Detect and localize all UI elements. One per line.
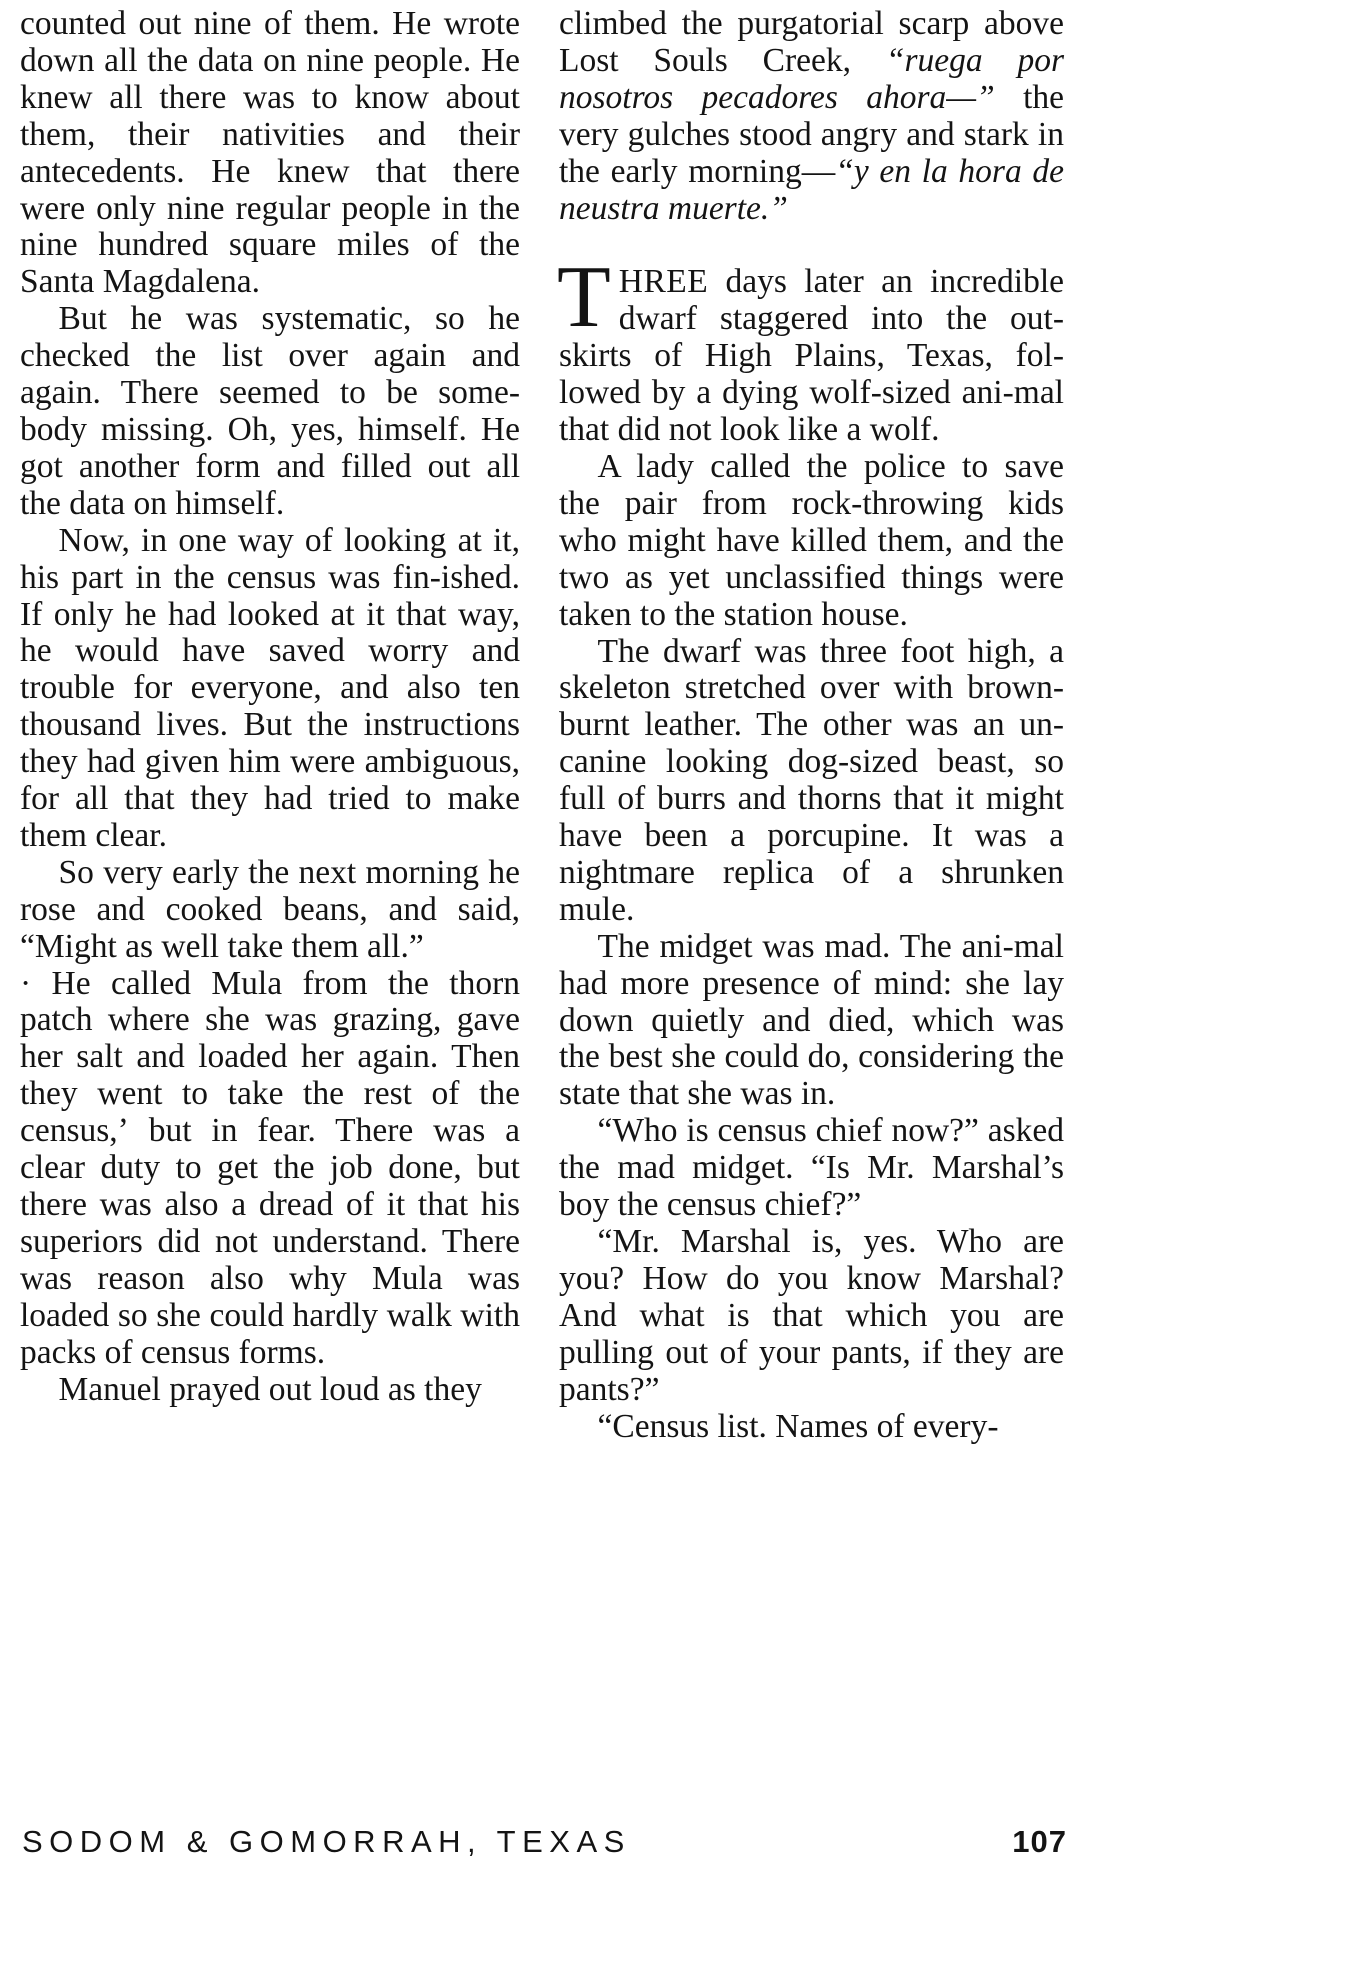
- opening-text-mid: the very gulches stood angry and stark in the early morning—: [559, 78, 1064, 190]
- section-start-text: days later an incredible dwarf staggered into the out-skirts of High Plains, Texas, fol-lowed by a dying wolf-sized ani-mal that did not look like a wolf.: [559, 263, 1064, 449]
- section-start-paragraph: [557, 249, 1064, 449]
- opening-text: climbed the purgatorial scarp above Lost Souls Creek,: [559, 5, 1064, 79]
- paragraph: counted out nine of them. He wrote down all the data on nine people. He knew all there was to know about them, their nativities and their antecedents. He knew that there were only nine regular people in the nine hundred square miles of the Santa Magdalena.: [20, 5, 520, 301]
- paragraph: “Mr. Marshal is, yes. Who are you? How do you know Marshal? And what is that which you are pulling out of your pants, if they are pants?”: [559, 1223, 1064, 1408]
- right-column: [559, 6, 1064, 1445]
- latin-prayer-2: “y en la hora de neustra muerte.”: [559, 152, 1064, 227]
- drop-cap-rest: HREE: [618, 263, 709, 301]
- paragraph: “Who is census chief now?” asked the mad midget. “Is Mr. Marshal’s boy the census chief?”: [559, 1112, 1064, 1224]
- paragraph: Now, in one way of looking at it, his part in the census was fin-ished. If only he had looked at it that way, he would have saved worry and trouble for everyone, and also ten thousand lives. But the instructions they had given him were ambiguous, for all that they had tried to make them clear.: [20, 521, 520, 854]
- section-break: [559, 227, 1064, 264]
- paragraph: The dwarf was three foot high, a skeleton stretched over with brown-burnt leather. The other was an un-canine looking dog-sized beast, so full of burrs and thorns that it might have been a porcupine. It was a nightmare replica of a shrunken mule.: [559, 632, 1064, 928]
- paragraph-opening: [559, 6, 1064, 227]
- paragraph: The midget was mad. The ani-mal had more presence of mind: she lay down quietly and died, which was the best she could do, considering the state that she was in.: [559, 927, 1064, 1113]
- paragraph: So very early the next morning he rose and cooked beans, and said, “Might as well take them all.”: [20, 853, 520, 965]
- drop-cap: T: [557, 249, 611, 347]
- page-number: 107: [1012, 1824, 1067, 1859]
- paragraph: “Census list. Names of every-: [597, 1407, 999, 1445]
- left-column: [20, 6, 520, 1408]
- running-title: SODOM & GOMORRAH, TEXAS: [22, 1824, 631, 1859]
- paragraph: Manuel prayed out loud as they: [58, 1370, 482, 1408]
- latin-prayer-1: “ruega por nosotros pecadores ahora—”: [559, 41, 1064, 116]
- paragraph: · He called Mula from the thorn patch where she was grazing, gave her salt and loaded her again. Then they went to take the rest of the census,ʼ but in fear. There was a clear duty to get the job done, but there was also a dread of it that his superiors did not understand. There was reason also why Mula was loaded so she could hardly walk with packs of census forms.: [20, 964, 520, 1371]
- paragraph: But he was systematic, so he checked the list over again and again. There seemed to be some-body missing. Oh, yes, himself. He got another form and filled out all the data on himself.: [20, 300, 520, 522]
- paragraph: A lady called the police to save the pair from rock-throwing kids who might have killed them, and the two as yet unclassified things were taken to the station house.: [559, 447, 1064, 633]
